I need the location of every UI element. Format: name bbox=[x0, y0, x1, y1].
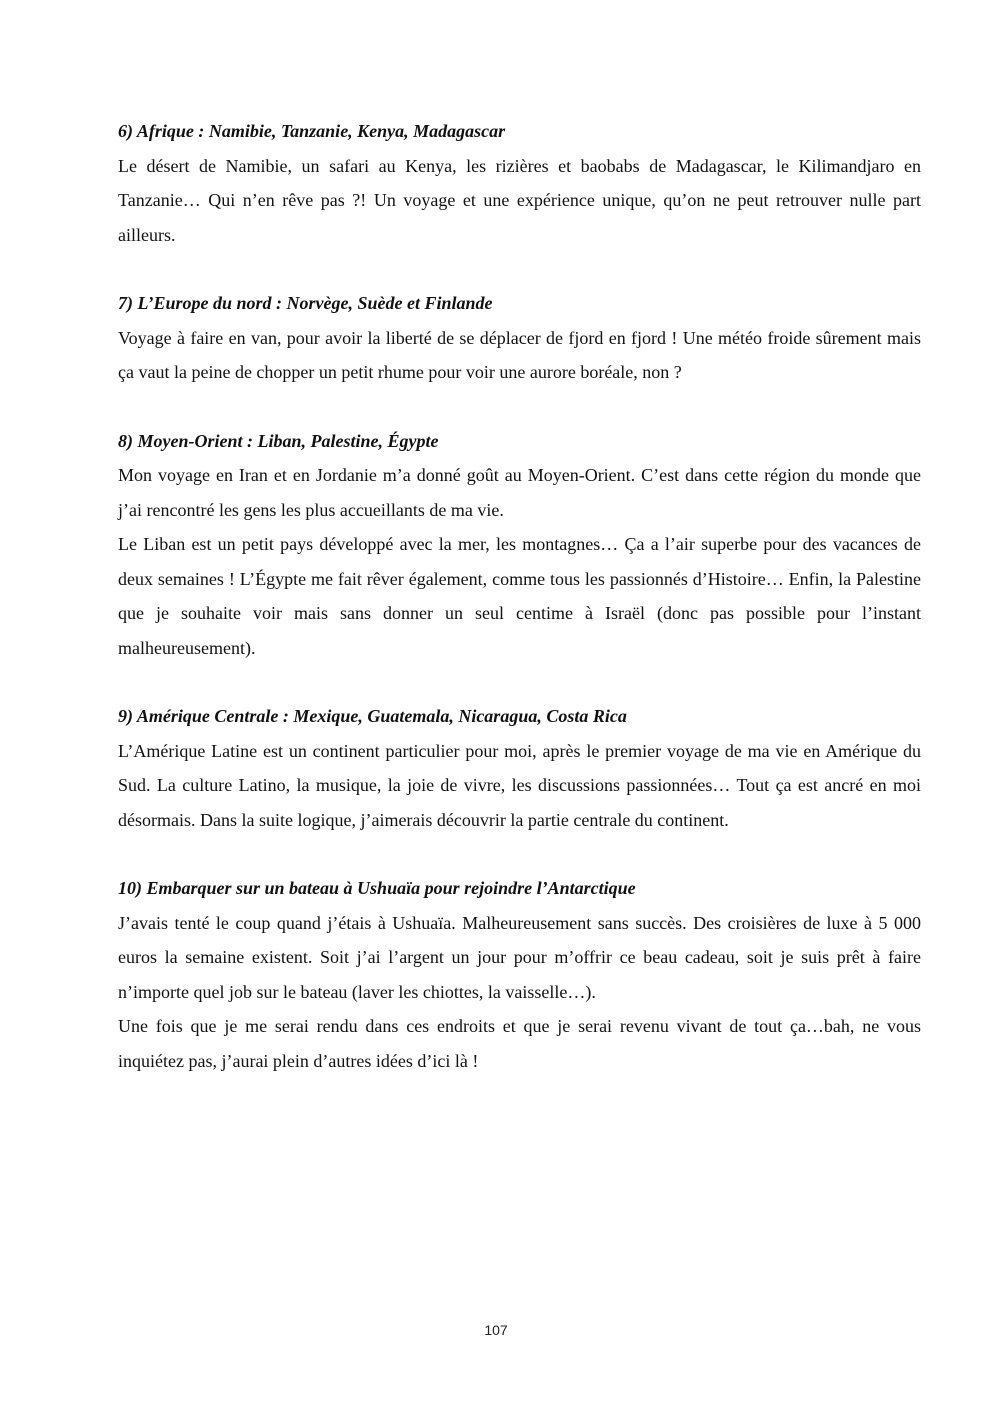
document-body bbox=[118, 114, 921, 1112]
section-7-europe-du-nord bbox=[118, 286, 921, 390]
section-6-afrique bbox=[118, 114, 921, 252]
section-10-antarctique bbox=[118, 871, 921, 1078]
section-heading: 7) L’Europe du nord : Norvège, Suède et Finlande bbox=[118, 293, 493, 313]
page-number: 107 bbox=[484, 1322, 508, 1338]
section-heading: 9) Amérique Centrale : Mexique, Guatemala, Nicaragua, Costa Rica bbox=[118, 706, 627, 726]
section-heading: 8) Moyen-Orient : Liban, Palestine, Égypte bbox=[118, 430, 439, 451]
section-9-amerique-centrale bbox=[118, 699, 921, 837]
section-paragraph: Mon voyage en Iran et en Jordanie m’a donné goût au Moyen-Orient. C’est dans cette région du monde que j’ai rencontré les gens les plus accueillants de ma vie. bbox=[118, 465, 921, 520]
section-8-moyen-orient bbox=[118, 424, 921, 666]
section-paragraph: Une fois que je me serai rendu dans ces endroits et que je serai revenu vivant de tout ça…bah, ne vous inquiétez pas, j’aurai plein d’autres idées d’ici là ! bbox=[118, 1016, 921, 1071]
section-paragraph: Voyage à faire en van, pour avoir la liberté de se déplacer de fjord en fjord ! Une météo froide sûrement mais ça vaut la peine de chopper un petit rhume pour voir une aurore boréale, non ? bbox=[118, 327, 921, 382]
section-paragraph: Le désert de Namibie, un safari au Kenya, les rizières et baobabs de Madagascar, le Kilimandjaro en Tanzanie… Qui n’en rêve pas ?! Un voyage et une expérience unique, qu’on ne peut retrouver nulle part ailleurs. bbox=[118, 155, 921, 245]
section-heading: 6) Afrique : Namibie, Tanzanie, Kenya, Madagascar bbox=[118, 121, 506, 141]
section-paragraph: J’avais tenté le coup quand j’étais à Ushuaïa. Malheureusement sans succès. Des croisières de luxe à 5 000 euros la semaine existent. Soit j’ai l’argent un jour pour m’offrir ce beau cadeau, soit je suis prêt à faire n’importe quel job sur le bateau (laver les chiottes, la vaisselle…). bbox=[118, 912, 921, 1002]
section-heading: 10) Embarquer sur un bateau à Ushuaïa pour rejoindre l’Antarctique bbox=[118, 878, 636, 898]
section-paragraph: Le Liban est un petit pays développé avec la mer, les montagnes… Ça a l’air superbe pour des vacances de deux semaines ! L’Égypte me fait rêver également, comme tous les passionnés d’Histoire… Enfin, la Palestine que je souhaite voir mais sans donner un seul centime à Israël (donc pas possible pour l’instant malheureusement). bbox=[118, 534, 921, 658]
section-paragraph: L’Amérique Latine est un continent particulier pour moi, après le premier voyage de ma vie en Amérique du Sud. La culture Latino, la musique, la joie de vivre, les discussions passionnées… Tout ça est ancré en moi désormais. Dans la suite logique, j’aimerais découvrir la partie centrale du continent. bbox=[118, 740, 921, 830]
